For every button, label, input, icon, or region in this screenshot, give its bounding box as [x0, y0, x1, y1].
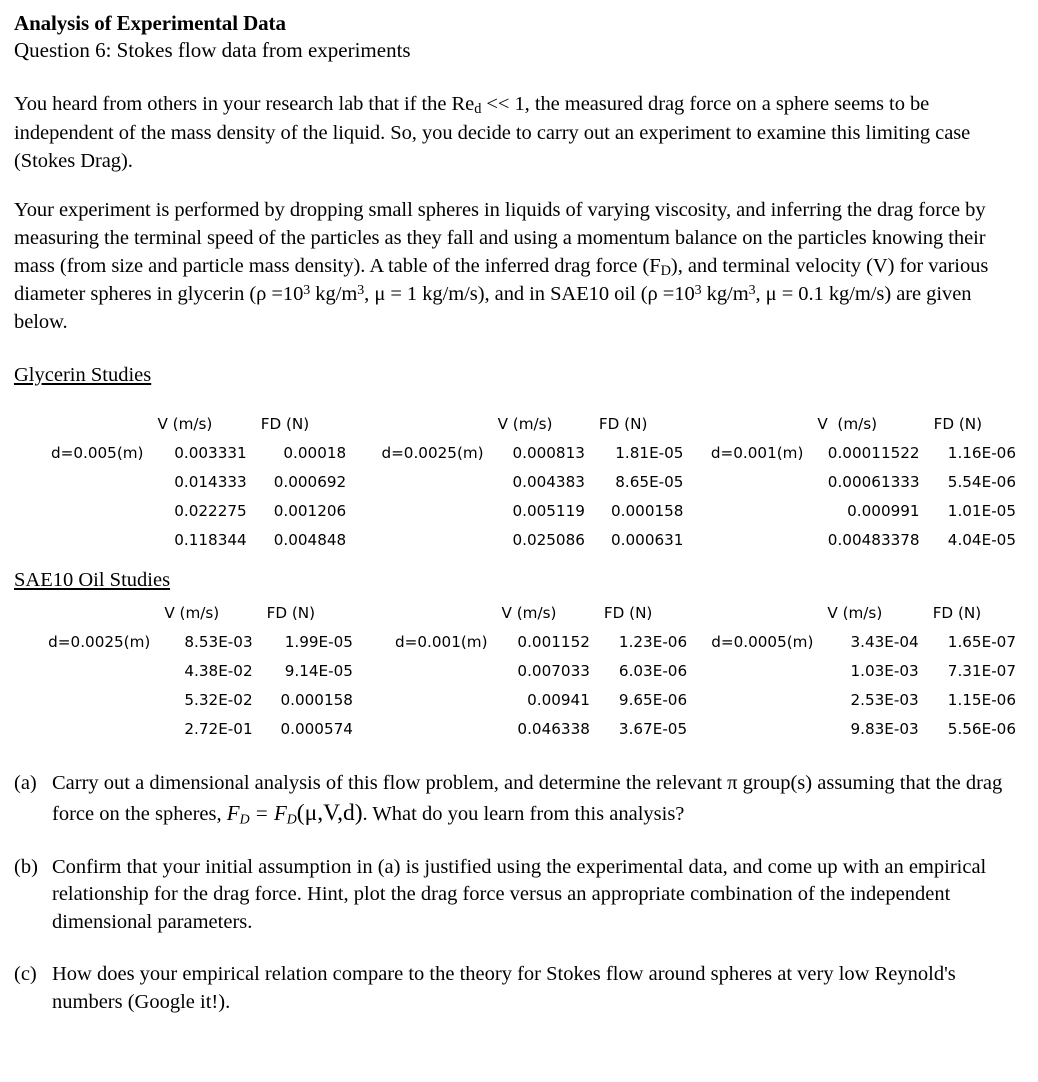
sae-row-spacer-8 [353, 715, 498, 744]
table-row [14, 468, 1016, 497]
question-c-marker: (c) [14, 962, 37, 985]
sae10-b3-fd-0: 1.65E-07 [947, 632, 1016, 651]
glycerin-b1-v-0: 0.003331 [174, 443, 247, 462]
sae10-b2-fd-1: 6.03E-06 [618, 661, 688, 680]
glycerin-b1-fd-2: 0.001206 [273, 501, 347, 520]
glycerin-b2-header-fd: FD (N) [598, 414, 648, 433]
sae10-b2-fd-0: 1.23E-06 [618, 632, 688, 651]
sae10-b2-v-3: 0.046338 [517, 719, 590, 738]
table-header-row [14, 409, 1016, 439]
question-a-text [52, 770, 1016, 830]
glycerin-b3-fd-0: 1.16E-06 [947, 443, 1016, 462]
question-b-marker: (b) [14, 855, 38, 878]
experiment-text-part5: kg/m [701, 283, 749, 306]
glycerin-b1-fd-1: 0.000692 [273, 472, 347, 491]
experiment-text-part1: Your experiment is performed by dropping small spheres in liquids of varying viscosity, and inferring the drag force by measuring the terminal speed of the particles as they fall and using a momentum balance on the particles knowing their mass (from size and particle mass density). A table of the inferred drag force (F [14, 199, 986, 277]
sae10-b2-label: d=0.001(m) [395, 632, 488, 651]
glycerin-section-heading: Glycerin Studies [14, 363, 152, 386]
glycerin-b3-v-2: 0.000991 [847, 501, 920, 520]
experiment-text-part6: , μ = 0.1 kg/m/s) are given below. [14, 283, 972, 334]
glycerin-b1-label: d=0.005(m) [50, 443, 144, 462]
volume-exponent-1: 3 [357, 283, 365, 299]
sae10-b2-fd-2: 9.65E-06 [618, 690, 688, 709]
row-spacer-9 [683, 526, 813, 555]
sae10-b3-fd-3: 5.56E-06 [947, 719, 1016, 738]
question-b-text: Confirm that your initial assumption in (a) is justified using the experimental data, and come up with an empirical relationship for the drag force. Hint, plot the drag force versus an appropriate combination of the independent dimensional parameters. [52, 855, 987, 934]
glycerin-b3-header-fd: FD (N) [933, 414, 983, 433]
document-title: Analysis of Experimental Data [14, 11, 286, 35]
glycerin-b1-fd-3: 0.004848 [273, 530, 347, 549]
sae10-b1-v-1: 4.38E-02 [184, 661, 253, 680]
sae10-b3-fd-2: 1.15E-06 [947, 690, 1016, 709]
volume-exponent-2: 3 [748, 283, 756, 299]
glycerin-b1-fd-0: 0.00018 [283, 443, 347, 462]
glycerin-b3-fd-3: 4.04E-05 [947, 530, 1016, 549]
intro-text-part1: You heard from others in your research lab that if the Re [14, 93, 475, 116]
row-spacer-1 [14, 468, 153, 497]
sae-header-spacer-3 [687, 598, 823, 628]
table-row [14, 439, 1016, 468]
sae10-b3-v-2: 2.53E-03 [850, 690, 919, 709]
header-spacer-2 [346, 409, 493, 439]
sae10-b3-v-3: 9.83E-03 [850, 719, 919, 738]
glycerin-b1-v-3: 0.118344 [174, 530, 247, 549]
sae10-b1-fd-2: 0.000158 [280, 690, 353, 709]
glycerin-b2-fd-0: 1.81E-05 [615, 443, 684, 462]
table-header-row [14, 598, 1016, 628]
intro-text-part2: << 1, the measured drag force on a sphere seems to be independent of the mass density of the liquid. So, you decide to carry out an experiment to examine this limiting case (Stokes Drag). [14, 93, 971, 172]
formula-sub-2: D [286, 811, 297, 827]
sae-row-spacer-6 [687, 686, 823, 715]
question-list [14, 770, 1016, 1016]
sae10-b1-v-3: 2.72E-01 [184, 719, 253, 738]
formula-fd-2: F [273, 800, 287, 825]
glycerin-b1-header-fd: FD (N) [260, 414, 310, 433]
sae10-data-table [14, 598, 1016, 744]
question-item-a [14, 770, 1016, 830]
row-spacer-3 [683, 468, 813, 497]
glycerin-b2-v-1: 0.004383 [512, 472, 585, 491]
glycerin-b3-v-1: 0.00061333 [827, 472, 920, 491]
sae-row-spacer-2 [353, 657, 498, 686]
question-item-c [14, 961, 1016, 1017]
sae10-b1-fd-3: 0.000574 [280, 719, 353, 738]
glycerin-data-table [14, 409, 1016, 555]
sae10-b3-header-v: V (m/s) [827, 603, 883, 622]
table-row [14, 497, 1016, 526]
sae10-b3-v-0: 3.43E-04 [850, 632, 919, 651]
glycerin-b2-fd-2: 0.000158 [611, 501, 684, 520]
sae-row-spacer-1 [14, 657, 160, 686]
row-spacer-8 [346, 526, 493, 555]
glycerin-b3-v-0: 0.00011522 [827, 443, 920, 462]
sae10-b3-label: d=0.0005(m) [711, 632, 814, 651]
table-row [14, 715, 1016, 744]
density-exponent-2: 3 [694, 283, 702, 299]
sae-header-spacer-2 [353, 598, 498, 628]
formula-sub-1: D [239, 811, 250, 827]
sae10-b1-fd-1: 9.14E-05 [284, 661, 353, 680]
sae10-b1-v-2: 5.32E-02 [184, 690, 253, 709]
sae10-b2-v-1: 0.007033 [517, 661, 590, 680]
header-spacer-1 [14, 409, 153, 439]
sae10-b2-fd-3: 3.67E-05 [618, 719, 688, 738]
question-a-marker: (a) [14, 771, 37, 794]
formula-arguments: (μ,V,d) [296, 799, 363, 826]
glycerin-b2-v-0: 0.000813 [512, 443, 585, 462]
glycerin-b1-header-v: V (m/s) [157, 414, 213, 433]
drag-force-subscript: D [660, 262, 671, 279]
sae10-b1-header-fd: FD (N) [266, 603, 316, 622]
glycerin-b2-header-v: V (m/s) [497, 414, 553, 433]
glycerin-b2-fd-3: 0.000631 [611, 530, 684, 549]
glycerin-b3-label: d=0.001(m) [710, 443, 804, 462]
document-subtitle: Question 6: Stokes flow data from experiments [14, 37, 411, 62]
glycerin-b2-v-2: 0.005119 [512, 501, 585, 520]
row-spacer-4 [14, 497, 153, 526]
sae-row-spacer-4 [14, 686, 160, 715]
table-row [14, 686, 1016, 715]
experiment-text-part2: ), and terminal velocity (V) for various diameter spheres in glycerin (ρ =10 [14, 254, 989, 306]
sae10-b2-header-v: V (m/s) [501, 603, 557, 622]
drag-force-formula [227, 801, 363, 825]
row-spacer-5 [346, 497, 493, 526]
sae10-b2-v-0: 0.001152 [517, 632, 590, 651]
sae10-b1-label: d=0.0025(m) [48, 632, 151, 651]
sae-row-spacer-5 [353, 686, 498, 715]
glycerin-b3-fd-1: 5.54E-06 [947, 472, 1016, 491]
table-row [14, 657, 1016, 686]
row-spacer-6 [683, 497, 813, 526]
question-a-text-before: Carry out a dimensional analysis of this flow problem, and determine the relevant π group(s) assuming that the drag force on the spheres, [52, 771, 1003, 825]
header-spacer-3 [683, 409, 813, 439]
sae-row-spacer-9 [687, 715, 823, 744]
glycerin-b3-fd-2: 1.01E-05 [947, 501, 1016, 520]
sae10-b3-header-fd: FD (N) [932, 603, 982, 622]
sae-row-spacer-7 [14, 715, 160, 744]
sae-row-spacer-3 [687, 657, 823, 686]
question-c-text: How does your empirical relation compare to the theory for Stokes flow around spheres at very low Reynold's numbers (Google it!). [52, 962, 956, 1013]
reynolds-subscript: d [474, 101, 482, 118]
glycerin-b3-header-v: V (m/s) [817, 414, 878, 433]
glycerin-b1-v-1: 0.014333 [174, 472, 247, 491]
sae10-b2-header-fd: FD (N) [603, 603, 653, 622]
glycerin-b2-label: d=0.0025(m) [381, 443, 484, 462]
glycerin-b3-v-3: 0.00483378 [827, 530, 920, 549]
row-spacer-2 [346, 468, 493, 497]
formula-fd-1: F [226, 800, 240, 825]
formula-equals: = [250, 800, 273, 825]
experiment-text-part4: , μ = 1 kg/m/s), and in SAE10 oil (ρ =10 [364, 283, 695, 306]
question-a-text-after: . What do you learn from this analysis? [362, 802, 685, 825]
table-row [14, 526, 1016, 555]
sae10-b1-header-v: V (m/s) [164, 603, 220, 622]
glycerin-b2-v-3: 0.025086 [512, 530, 585, 549]
question-item-b [14, 854, 1016, 937]
sae10-b3-fd-1: 7.31E-07 [947, 661, 1016, 680]
sae10-b1-fd-0: 1.99E-05 [284, 632, 353, 651]
row-spacer-7 [14, 526, 153, 555]
density-exponent-1: 3 [303, 283, 311, 299]
sae10-b3-v-1: 1.03E-03 [850, 661, 919, 680]
intro-paragraph [14, 91, 1016, 175]
experiment-paragraph [14, 197, 1016, 337]
table-row [14, 628, 1016, 657]
sae10-b1-v-0: 8.53E-03 [184, 632, 253, 651]
sae10-section-heading: SAE10 Oil Studies [14, 568, 171, 591]
sae10-b2-v-2: 0.00941 [527, 690, 590, 709]
sae-header-spacer-1 [14, 598, 160, 628]
experiment-text-part3: kg/m [310, 283, 358, 306]
glycerin-b1-v-2: 0.022275 [174, 501, 247, 520]
glycerin-b2-fd-1: 8.65E-05 [615, 472, 684, 491]
